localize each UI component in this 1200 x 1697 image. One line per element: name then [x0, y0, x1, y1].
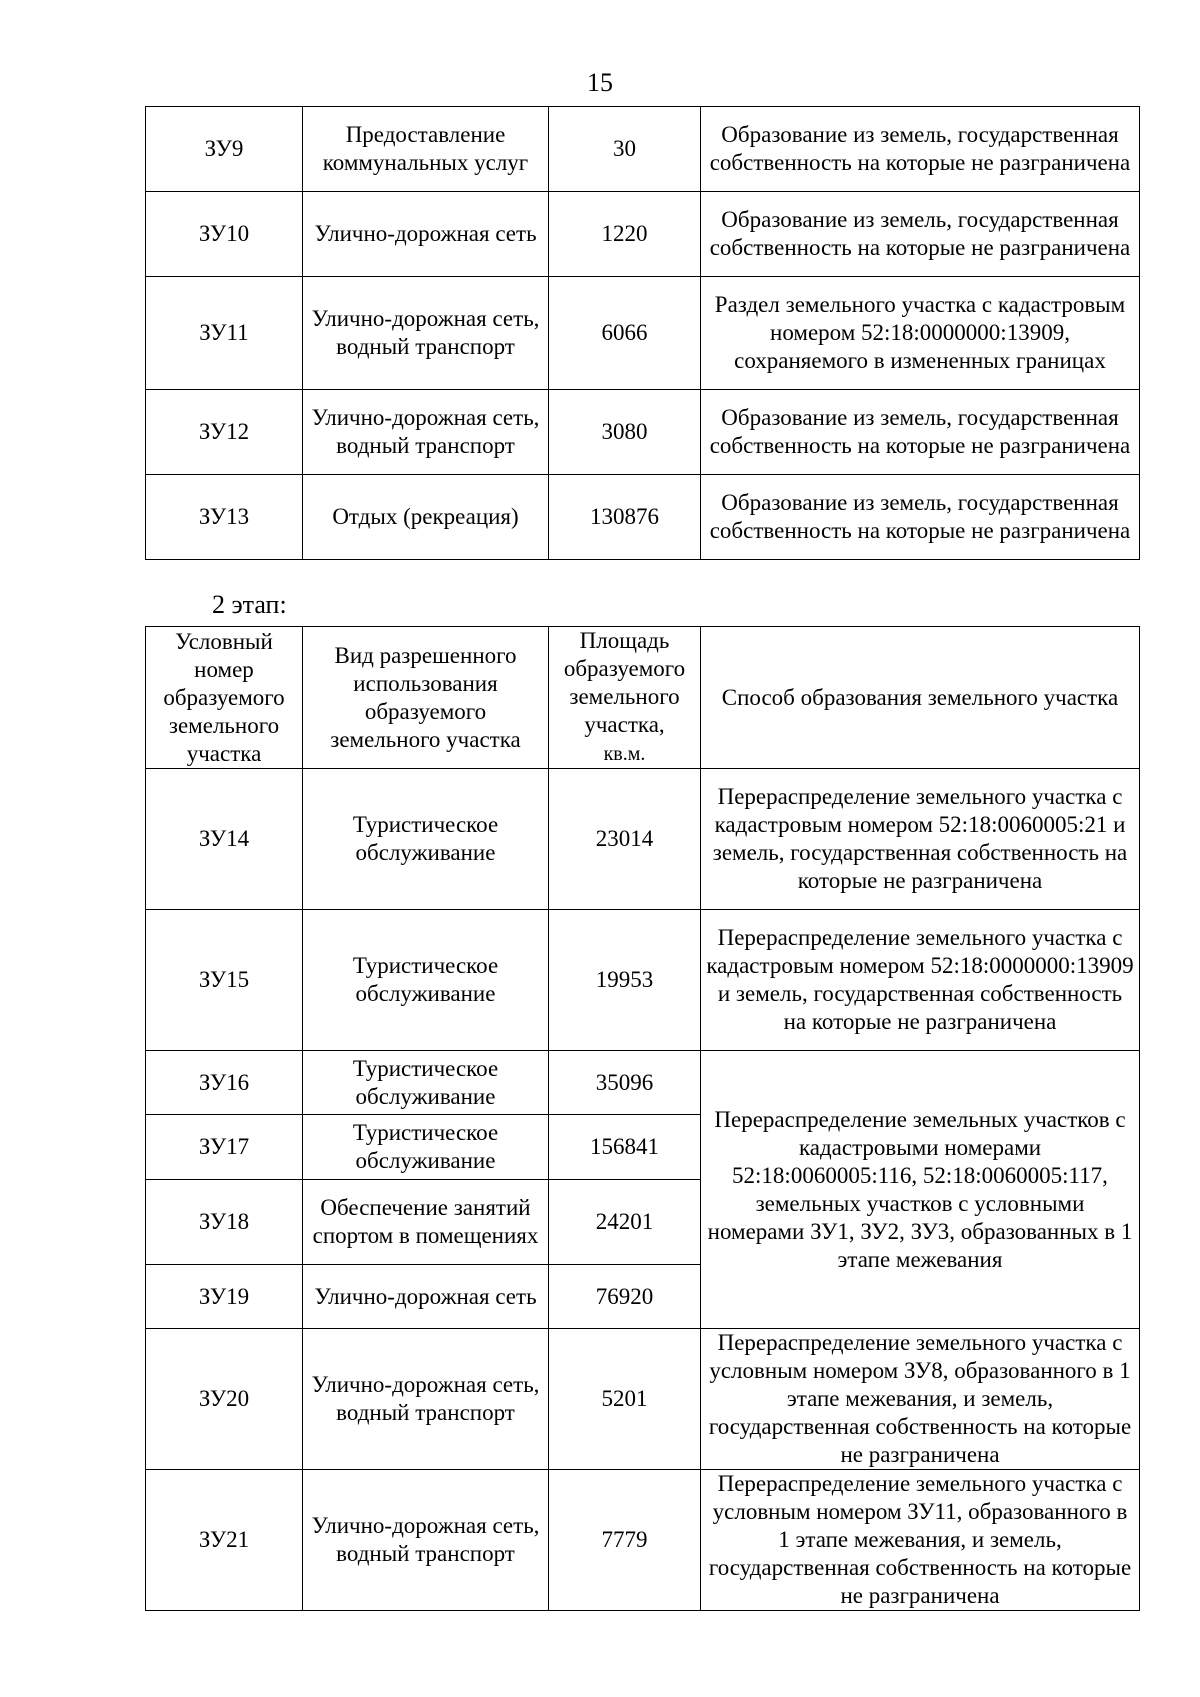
header-formation-method: Способ образования земельного участка — [701, 627, 1140, 769]
header-area-unit: кв.м. — [603, 743, 646, 765]
plot-id-cell: ЗУ13 — [146, 475, 303, 560]
formation-method-cell: Раздел земельного участка с кадастровым номером 52:18:0000000:13909, сохраняемого в измененных границах — [701, 277, 1140, 390]
area-cell: 6066 — [549, 277, 701, 390]
permitted-use-cell: Улично-дорожная сеть, водный транспорт — [303, 1329, 549, 1470]
formation-method-cell: Образование из земель, государственная собственность на которые не разграничена — [701, 107, 1140, 192]
permitted-use-cell: Улично-дорожная сеть, водный транспорт — [303, 1470, 549, 1611]
formation-method-cell: Образование из земель, государственная собственность на которые не разграничена — [701, 390, 1140, 475]
stage-1-table — [145, 106, 1140, 560]
table-row — [146, 1051, 1140, 1115]
header-permitted-use: Вид разрешенного использования образуемого земельного участка — [303, 627, 549, 769]
table-row — [146, 1470, 1140, 1611]
plot-id-cell: ЗУ20 — [146, 1329, 303, 1470]
stage-2-heading: 2 этап: — [212, 590, 287, 619]
plot-id-cell: ЗУ16 — [146, 1051, 303, 1115]
plot-id-cell: ЗУ15 — [146, 910, 303, 1051]
permitted-use-cell: Туристическое обслуживание — [303, 769, 549, 910]
plot-id-cell: ЗУ19 — [146, 1265, 303, 1329]
plot-id-cell: ЗУ14 — [146, 769, 303, 910]
plot-id-cell: ЗУ9 — [146, 107, 303, 192]
plot-id-cell: ЗУ10 — [146, 192, 303, 277]
table-row — [146, 1329, 1140, 1470]
permitted-use-cell: Улично-дорожная сеть — [303, 1265, 549, 1329]
area-cell: 156841 — [549, 1115, 701, 1180]
formation-method-cell: Образование из земель, государственная собственность на которые не разграничена — [701, 475, 1140, 560]
formation-method-cell: Перераспределение земельного участка с кадастровым номером 52:18:0060005:21 и земель, государственная собственность на которые не разграничена — [701, 769, 1140, 910]
permitted-use-cell: Туристическое обслуживание — [303, 1051, 549, 1115]
permitted-use-cell: Отдых (рекреация) — [303, 475, 549, 560]
table-row — [146, 475, 1140, 560]
table-row — [146, 277, 1140, 390]
stage-2-table — [145, 626, 1140, 1611]
plot-id-cell: ЗУ18 — [146, 1180, 303, 1265]
permitted-use-cell: Туристическое обслуживание — [303, 1115, 549, 1180]
area-cell: 24201 — [549, 1180, 701, 1265]
permitted-use-cell: Улично-дорожная сеть — [303, 192, 549, 277]
area-cell: 23014 — [549, 769, 701, 910]
permitted-use-cell: Обеспечение занятий спортом в помещениях — [303, 1180, 549, 1265]
permitted-use-cell: Улично-дорожная сеть, водный транспорт — [303, 390, 549, 475]
table-row — [146, 192, 1140, 277]
area-cell: 3080 — [549, 390, 701, 475]
plot-id-cell: ЗУ21 — [146, 1470, 303, 1611]
area-cell: 1220 — [549, 192, 701, 277]
area-cell: 30 — [549, 107, 701, 192]
header-area — [549, 627, 701, 769]
area-cell: 76920 — [549, 1265, 701, 1329]
area-cell: 19953 — [549, 910, 701, 1051]
formation-method-cell: Перераспределение земельного участка с условным номером ЗУ8, образованного в 1 этапе межевания, и земель, государственная собственность на которые не разграничена — [701, 1329, 1140, 1470]
plot-id-cell: ЗУ11 — [146, 277, 303, 390]
table-row — [146, 390, 1140, 475]
formation-method-cell: Перераспределение земельного участка с условным номером ЗУ11, образованного в 1 этапе межевания, и земель, государственная собственность на которые не разграничена — [701, 1470, 1140, 1611]
table-row — [146, 769, 1140, 910]
area-cell: 5201 — [549, 1329, 701, 1470]
header-area-label: Площадь образуемого земельного участка, — [563, 628, 686, 737]
table-row — [146, 107, 1140, 192]
area-cell: 35096 — [549, 1051, 701, 1115]
permitted-use-cell: Предоставление коммунальных услуг — [303, 107, 549, 192]
plot-id-cell: ЗУ17 — [146, 1115, 303, 1180]
area-cell: 7779 — [549, 1470, 701, 1611]
area-cell: 130876 — [549, 475, 701, 560]
merged-formation-method-cell: Перераспределение земельных участков с кадастровыми номерами 52:18:0060005:116, 52:18:0060005:117, земельных участков с условными номерами ЗУ1, ЗУ2, ЗУ3, образованных в 1 этапе межевания — [701, 1051, 1140, 1329]
formation-method-cell: Перераспределение земельного участка с кадастровым номером 52:18:0000000:13909 и земель, государственная собственность на которые не разграничена — [701, 910, 1140, 1051]
header-plot-id: Условный номер образуемого земельного участка — [146, 627, 303, 769]
plot-id-cell: ЗУ12 — [146, 390, 303, 475]
formation-method-cell: Образование из земель, государственная собственность на которые не разграничена — [701, 192, 1140, 277]
permitted-use-cell: Туристическое обслуживание — [303, 910, 549, 1051]
permitted-use-cell: Улично-дорожная сеть, водный транспорт — [303, 277, 549, 390]
page-number: 15 — [587, 68, 613, 97]
table-row — [146, 910, 1140, 1051]
table-header-row — [146, 627, 1140, 769]
